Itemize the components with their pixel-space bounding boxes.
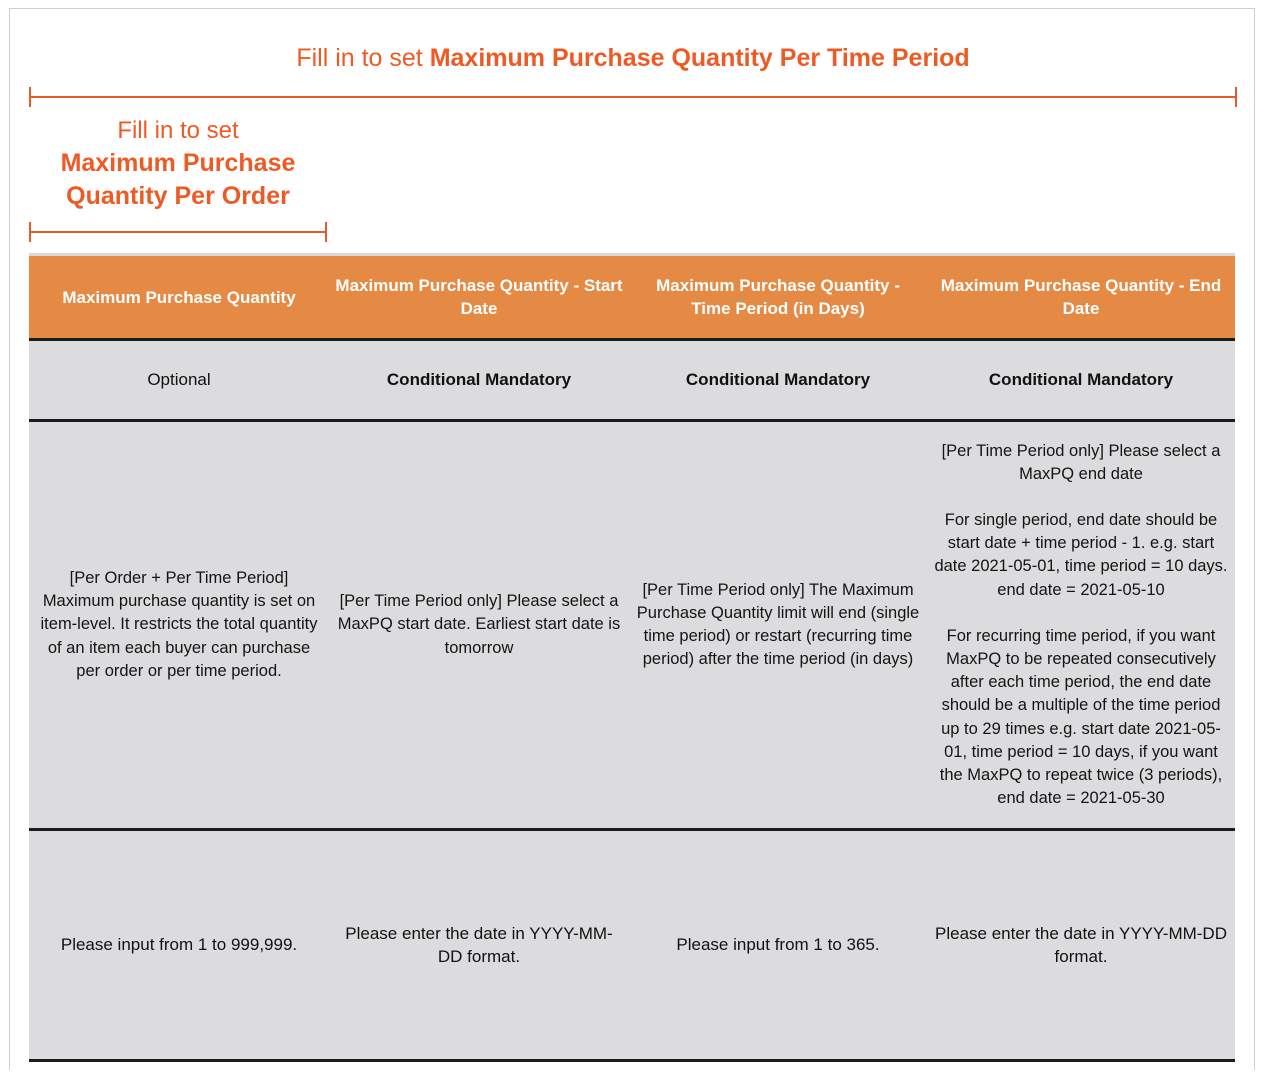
time-period-caption-prefix: Fill in to set <box>296 44 430 72</box>
per-order-caption <box>30 114 326 213</box>
format-cell: Please enter the date in YYYY-MM-DD format. <box>345 923 613 966</box>
requirement-cell: Conditional Mandatory <box>988 370 1174 389</box>
header-time-period: Maximum Purchase Quantity - Time Period (in Days) <box>656 276 900 318</box>
per-order-caption-line2: Maximum Purchase <box>60 149 296 177</box>
header-end-date: Maximum Purchase Quantity - End Date <box>940 276 1222 318</box>
table-header-row <box>29 253 1235 338</box>
description-cell: [Per Order + Per Time Period] Maximum purchase quantity is set on item-level. It restricts the total quantity of an item each buyer can purchase per order or per time period. <box>40 568 318 680</box>
description-cell: [Per Time Period only] The Maximum Purchase Quantity limit will end (single time period) or restart (recurring time period) after the time period (in days) <box>636 580 920 669</box>
max-purchase-table <box>29 253 1235 1062</box>
end-date-description-p2: For single period, end date should be start date + time period - 1. e.g. start date 2021-05-01, time period = 10 days. end date = 2021-05-10 <box>934 510 1228 599</box>
time-period-bracket <box>29 87 1237 107</box>
per-order-caption-line1: Fill in to set <box>117 117 239 144</box>
requirement-cell: Optional <box>147 370 211 389</box>
requirement-cell: Conditional Mandatory <box>386 370 572 389</box>
time-period-caption <box>0 44 1266 73</box>
format-cell: Please enter the date in YYYY-MM-DD format. <box>935 923 1227 966</box>
per-order-bracket <box>29 222 327 242</box>
format-cell: Please input from 1 to 999,999. <box>60 935 298 955</box>
requirement-cell: Conditional Mandatory <box>685 370 871 389</box>
table-row-requirement <box>29 341 1235 419</box>
table-row-description <box>29 422 1235 828</box>
description-cell: [Per Time Period only] Please select a MaxPQ start date. Earliest start date is tomorrow <box>337 592 621 657</box>
per-order-caption-line3: Quantity Per Order <box>66 182 290 210</box>
row-divider <box>29 1059 1235 1062</box>
header-start-date: Maximum Purchase Quantity - Start Date <box>335 276 623 318</box>
description-cell-end-date <box>927 422 1235 828</box>
end-date-description-p1: [Per Time Period only] Please select a MaxPQ end date <box>941 441 1221 483</box>
header-max-purchase-quantity: Maximum Purchase Quantity <box>62 287 296 307</box>
format-cell: Please input from 1 to 365. <box>676 935 880 955</box>
table-row-format <box>29 831 1235 1059</box>
end-date-description-p3: For recurring time period, if you want MaxPQ to be repeated consecutively after each time period, the end date should be a multiple of the time period up to 29 times e.g. start date 2021-05-01, time period = 10 days, if you want the MaxPQ to repeat twice (3 periods), end date = 2021-05-30 <box>939 626 1223 808</box>
time-period-caption-bold: Maximum Purchase Quantity Per Time Period <box>429 44 970 72</box>
